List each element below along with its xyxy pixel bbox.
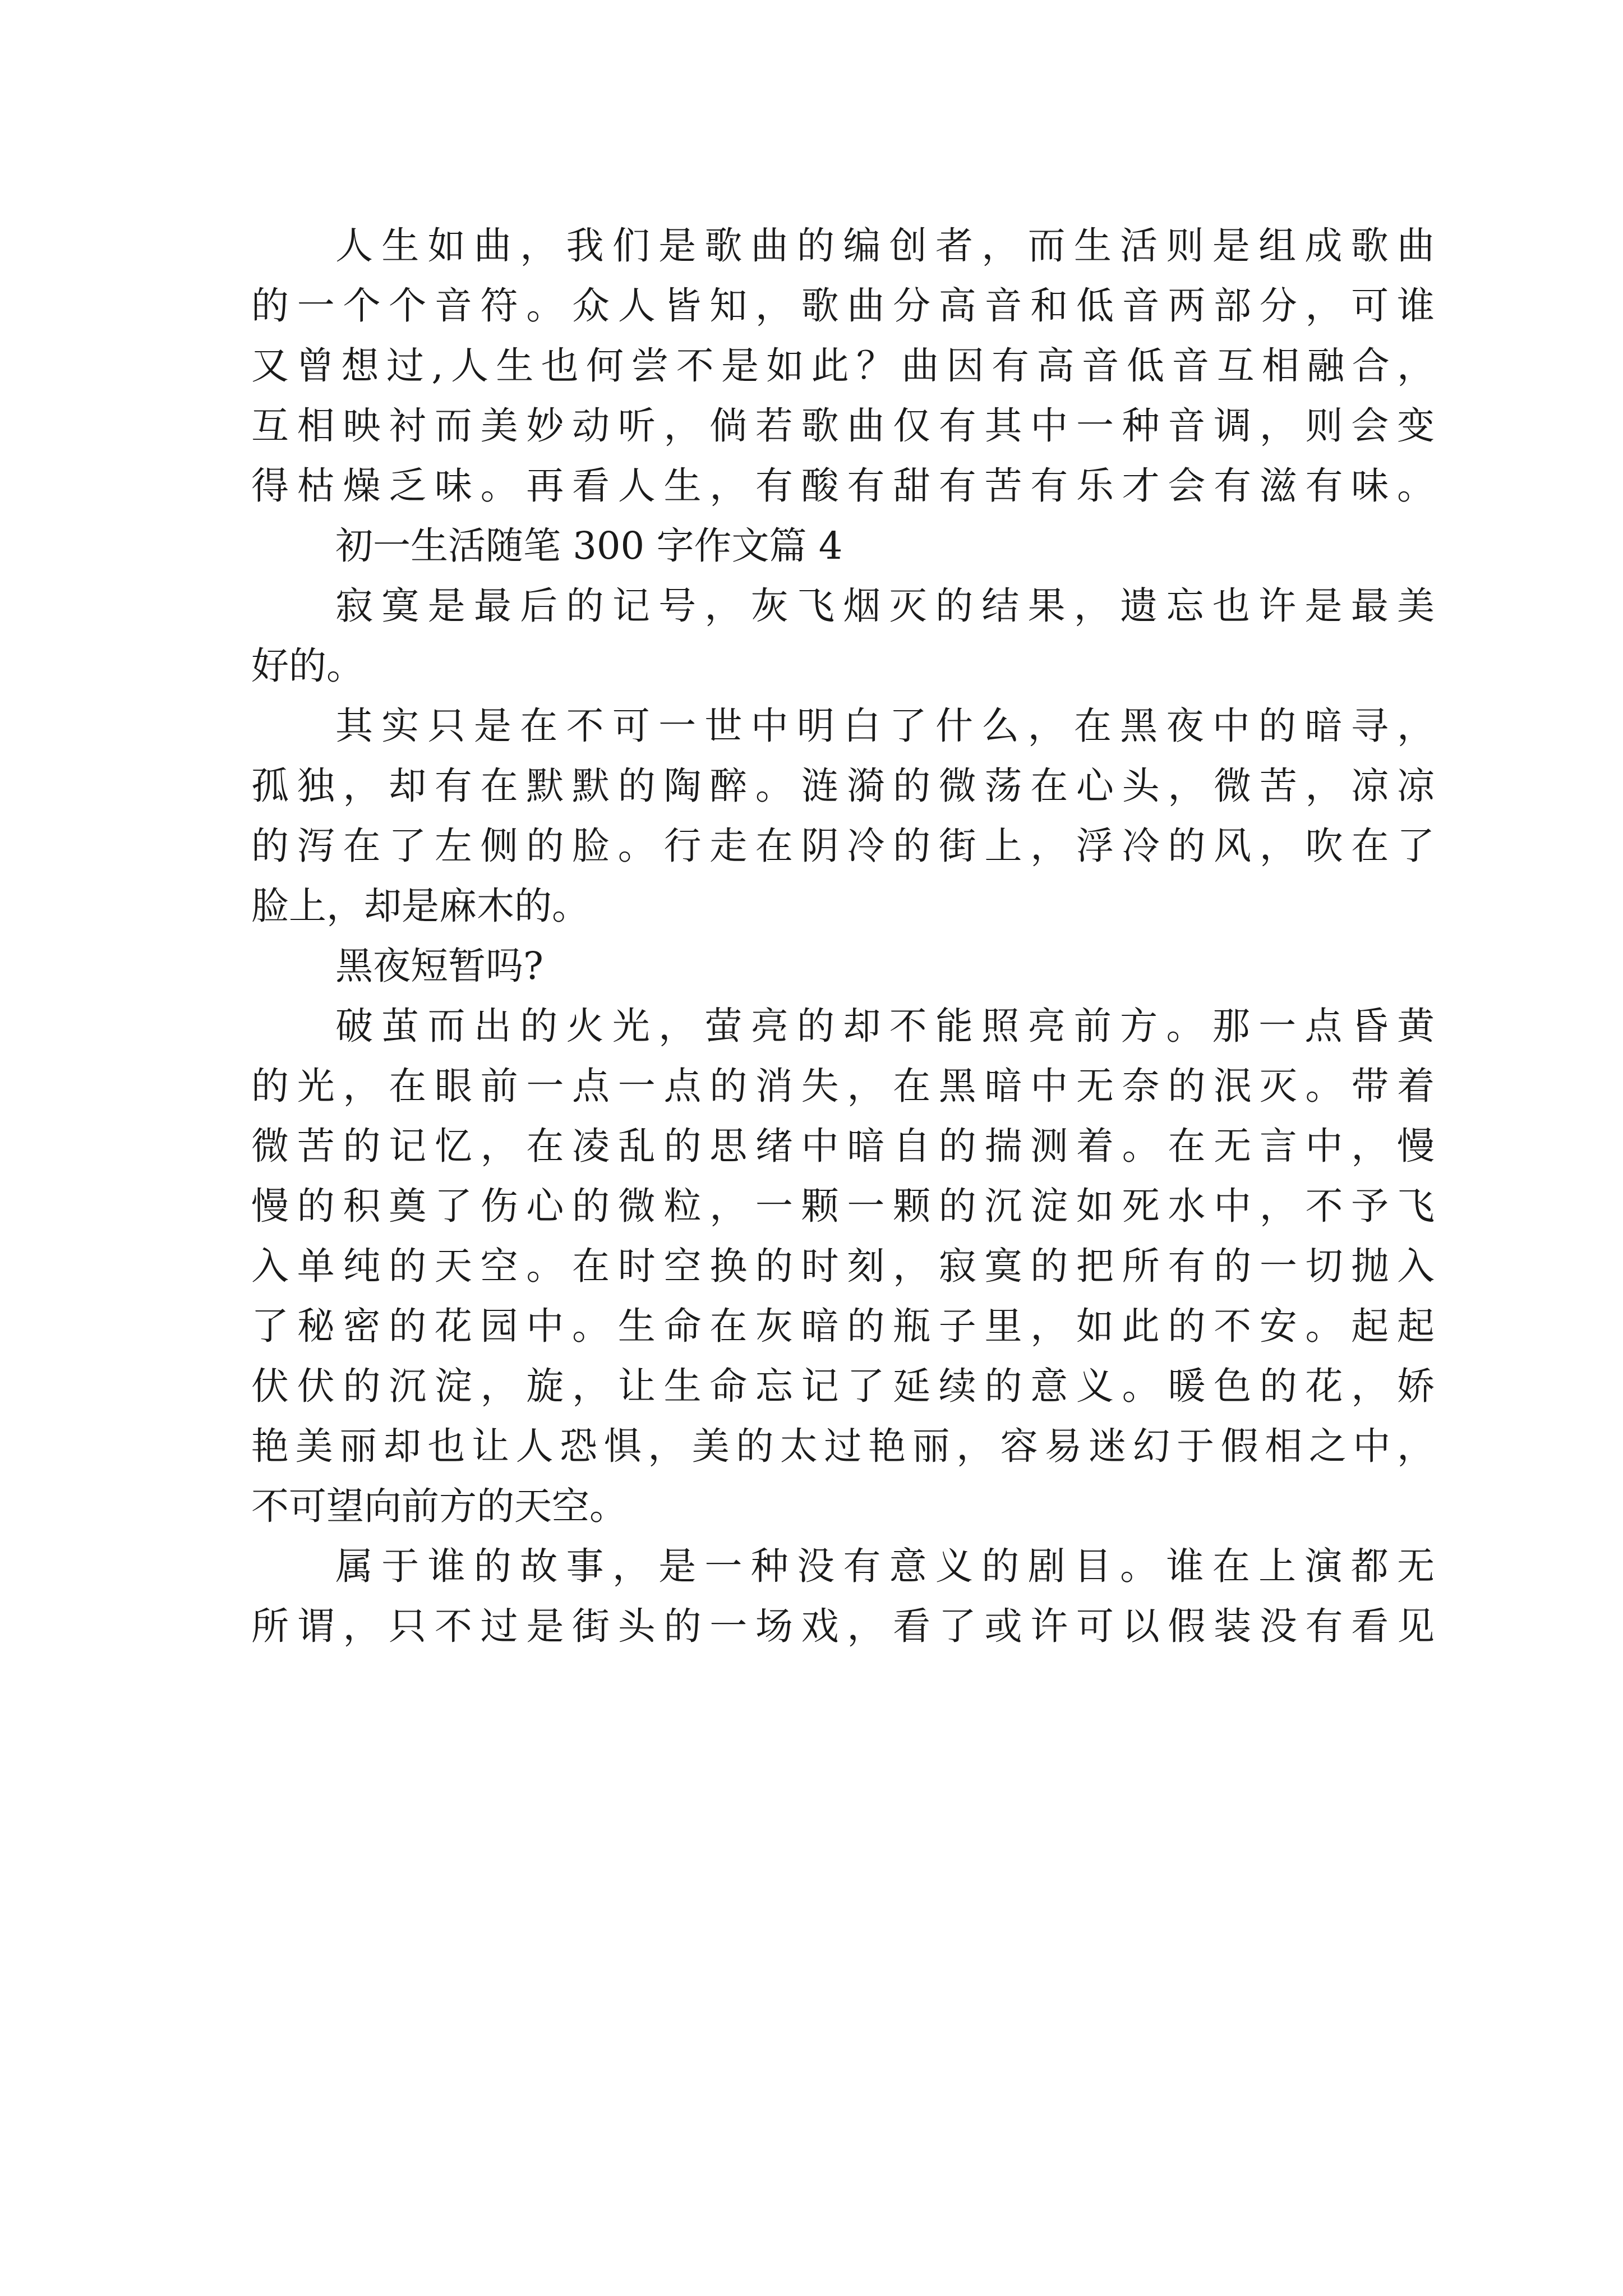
- text-line: 伏伏的沉淀，旋，让生命忘记了延续的意义。暖色的花，娇: [251, 1364, 1435, 1408]
- text-line: 又曾想过,人生也何尝不是如此？曲因有高音低音互相融合，: [251, 344, 1435, 388]
- text-line: 所谓，只不过是街头的一场戏，看了或许可以假装没有看见: [251, 1604, 1435, 1648]
- section-heading: 初一生活随笔 300 字作文篇 4: [335, 524, 843, 568]
- text-line: 好的。: [251, 644, 364, 688]
- text-line: 慢的积奠了伤心的微粒，一颗一颗的沉淀如死水中，不予飞: [251, 1184, 1435, 1228]
- text-line: 的光，在眼前一点一点的消失，在黑暗中无奈的泯灭。带着: [251, 1064, 1435, 1108]
- text-line: 人生如曲，我们是歌曲的编创者，而生活则是组成歌曲: [335, 224, 1435, 268]
- text-line: 了秘密的花园中。生命在灰暗的瓶子里，如此的不安。起起: [251, 1304, 1435, 1348]
- text-line: 黑夜短暂吗?: [335, 944, 543, 988]
- text-line: 属于谁的故事，是一种没有意义的剧目。谁在上演都无: [335, 1544, 1435, 1588]
- text-line: 脸上，却是麻木的。: [251, 884, 589, 928]
- text-line: 的一个个音符。众人皆知，歌曲分高音和低音两部分，可谁: [251, 284, 1435, 328]
- text-line: 其实只是在不可一世中明白了什么，在黑夜中的暗寻，: [335, 704, 1435, 748]
- text-line: 互相映衬而美妙动听，倘若歌曲仅有其中一种音调，则会变: [251, 404, 1435, 448]
- text-line: 入单纯的天空。在时空换的时刻，寂寞的把所有的一切抛入: [251, 1244, 1435, 1288]
- body-text: [251, 216, 1435, 1657]
- text-line: 得枯燥乏味。再看人生，有酸有甜有苦有乐才会有滋有味。: [251, 464, 1435, 508]
- text-line: 的泻在了左侧的脸。行走在阴冷的街上，浮冷的风，吹在了: [251, 824, 1435, 868]
- text-line: 孤独，却有在默默的陶醉。涟漪的微荡在心头，微苦，凉凉: [251, 764, 1435, 808]
- text-line: 破茧而出的火光，萤亮的却不能照亮前方。那一点昏黄: [335, 1004, 1435, 1048]
- text-line: 艳美丽却也让人恐惧，美的太过艳丽，容易迷幻于假相之中，: [251, 1424, 1435, 1468]
- text-line: 不可望向前方的天空。: [251, 1484, 627, 1528]
- text-line: 寂寞是最后的记号，灰飞烟灭的结果，遗忘也许是最美: [335, 584, 1435, 628]
- text-line: 微苦的记忆，在凌乱的思绪中暗自的揣测着。在无言中，慢: [251, 1124, 1435, 1168]
